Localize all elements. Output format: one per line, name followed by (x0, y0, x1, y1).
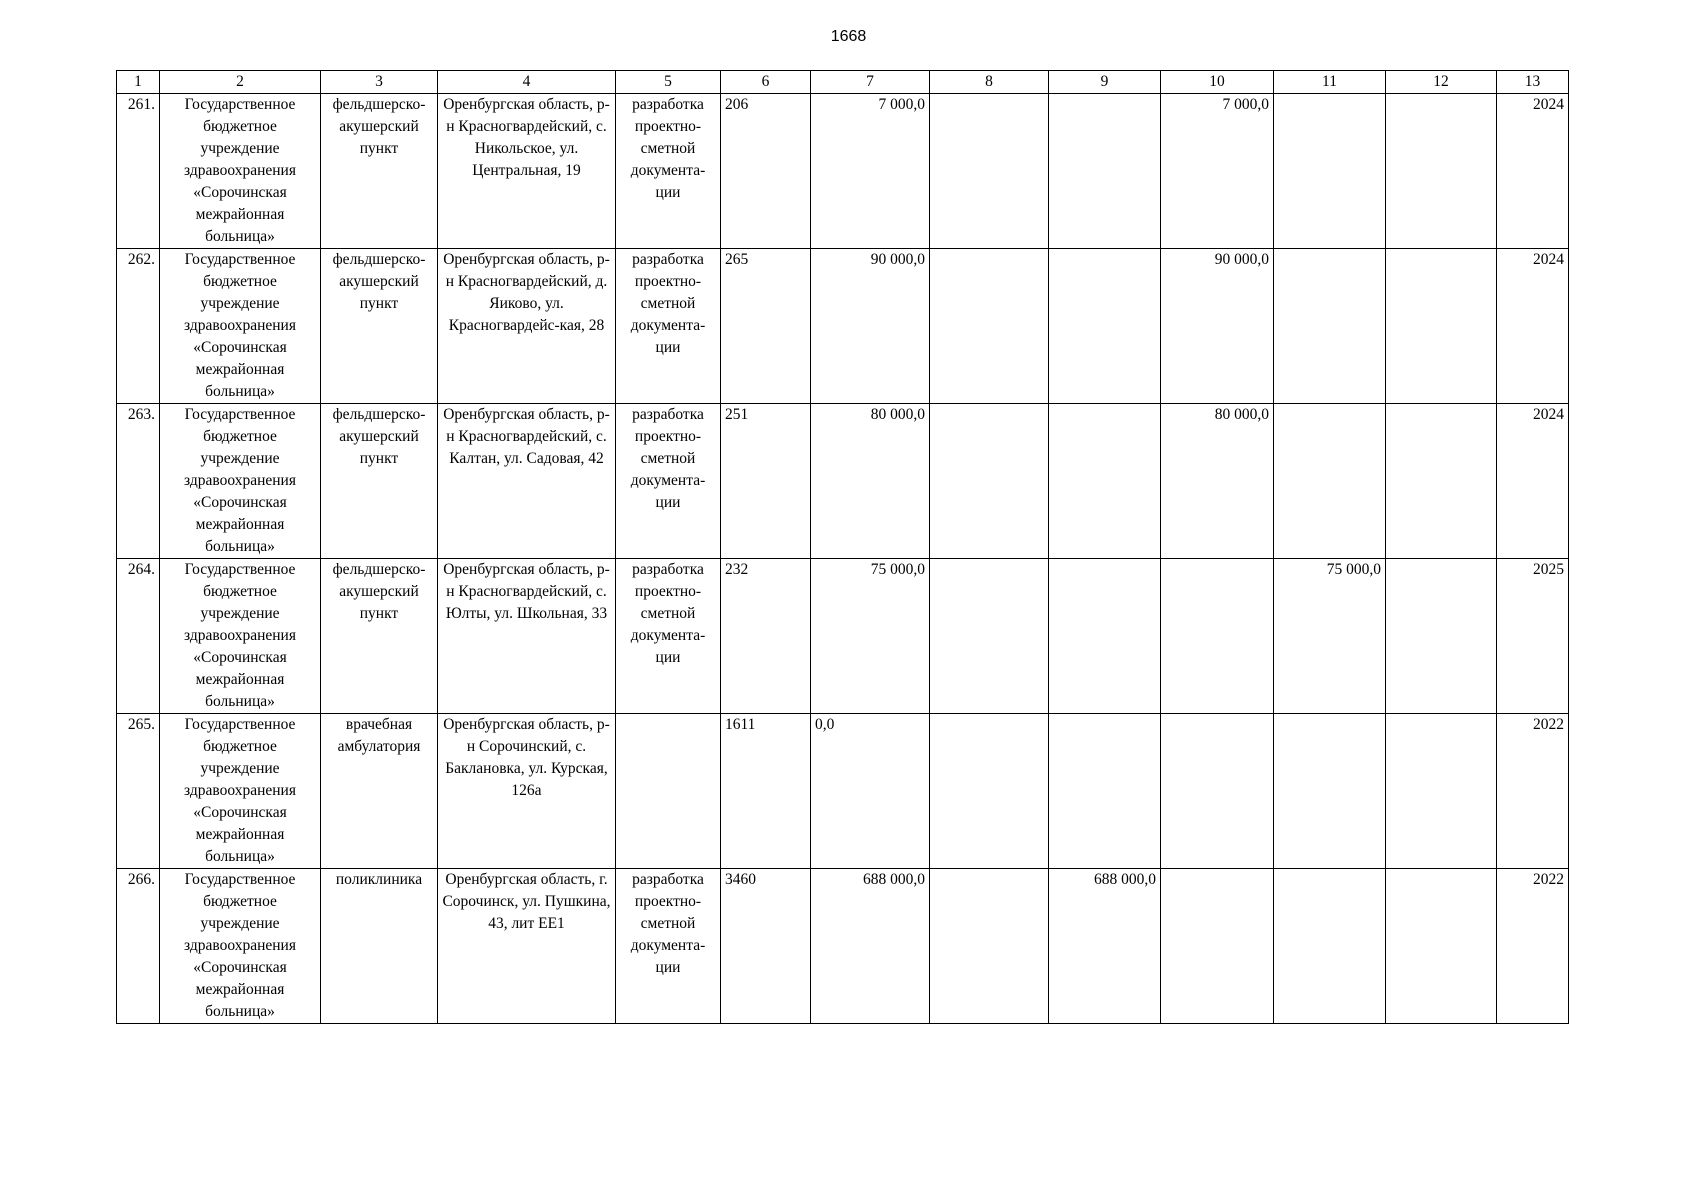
column-header-13: 13 (1497, 71, 1569, 94)
institution-cell: Государственное бюджетное учреждение здравоохранения «Сорочинская межрайонная больница» (160, 404, 321, 559)
work-type-cell (616, 714, 721, 869)
table-row (117, 249, 1569, 404)
col8-cell (930, 249, 1049, 404)
col8-cell (930, 714, 1049, 869)
col10-cell (1161, 559, 1274, 714)
col10-cell: 80 000,0 (1161, 404, 1274, 559)
total-cell: 7 000,0 (811, 94, 930, 249)
col12-cell (1386, 714, 1497, 869)
page-number: 1668 (830, 28, 867, 45)
column-header-7: 7 (811, 71, 930, 94)
work-type-cell: разработка проектно-сметной документа-ции (616, 249, 721, 404)
col11-cell (1274, 94, 1386, 249)
col10-cell: 7 000,0 (1161, 94, 1274, 249)
col12-cell (1386, 869, 1497, 1024)
col9-cell (1049, 94, 1161, 249)
address-cell: Оренбургская область, р-н Красногвардейский, с. Юлты, ул. Школьная, 33 (438, 559, 616, 714)
address-cell: Оренбургская область, г. Сорочинск, ул. Пушкина, 43, лит ЕЕ1 (438, 869, 616, 1024)
object-type-cell: фельдшерско-акушерский пункт (321, 94, 438, 249)
col11-cell (1274, 869, 1386, 1024)
col9-cell (1049, 714, 1161, 869)
year-cell: 2022 (1497, 714, 1569, 869)
year-cell: 2024 (1497, 249, 1569, 404)
col10-cell: 90 000,0 (1161, 249, 1274, 404)
col9-cell (1049, 559, 1161, 714)
column-header-1: 1 (117, 71, 160, 94)
capacity-cell: 265 (721, 249, 811, 404)
object-type-cell: фельдшерско-акушерский пункт (321, 404, 438, 559)
table-row (117, 404, 1569, 559)
total-cell: 80 000,0 (811, 404, 930, 559)
row-number: 264. (117, 559, 160, 714)
table-row (117, 714, 1569, 869)
object-type-cell: врачебная амбулатория (321, 714, 438, 869)
address-cell: Оренбургская область, р-н Красногвардейский, д. Яиково, ул. Красногвардейс-кая, 28 (438, 249, 616, 404)
col8-cell (930, 559, 1049, 714)
column-header-12: 12 (1386, 71, 1497, 94)
row-number: 265. (117, 714, 160, 869)
col12-cell (1386, 249, 1497, 404)
table-row (117, 559, 1569, 714)
total-cell: 75 000,0 (811, 559, 930, 714)
header-row (117, 71, 1569, 94)
column-header-8: 8 (930, 71, 1049, 94)
col9-cell (1049, 404, 1161, 559)
work-type-cell: разработка проектно-сметной документа-ции (616, 559, 721, 714)
col9-cell: 688 000,0 (1049, 869, 1161, 1024)
column-header-11: 11 (1274, 71, 1386, 94)
object-type-cell: фельдшерско-акушерский пункт (321, 249, 438, 404)
col12-cell (1386, 559, 1497, 714)
object-type-cell: фельдшерско-акушерский пункт (321, 559, 438, 714)
institution-cell: Государственное бюджетное учреждение здравоохранения «Сорочинская межрайонная больница» (160, 94, 321, 249)
institution-cell: Государственное бюджетное учреждение здравоохранения «Сорочинская межрайонная больница» (160, 249, 321, 404)
institution-cell: Государственное бюджетное учреждение здравоохранения «Сорочинская межрайонная больница» (160, 714, 321, 869)
capacity-cell: 3460 (721, 869, 811, 1024)
capacity-cell: 206 (721, 94, 811, 249)
row-number: 263. (117, 404, 160, 559)
row-number: 266. (117, 869, 160, 1024)
col11-cell (1274, 404, 1386, 559)
column-header-2: 2 (160, 71, 321, 94)
column-header-9: 9 (1049, 71, 1161, 94)
column-header-5: 5 (616, 71, 721, 94)
column-header-3: 3 (321, 71, 438, 94)
year-cell: 2025 (1497, 559, 1569, 714)
column-header-4: 4 (438, 71, 616, 94)
registry-table (116, 70, 1569, 1024)
col12-cell (1386, 404, 1497, 559)
address-cell: Оренбургская область, р-н Красногвардейский, с. Калтан, ул. Садовая, 42 (438, 404, 616, 559)
work-type-cell: разработка проектно-сметной документа-ции (616, 404, 721, 559)
year-cell: 2022 (1497, 869, 1569, 1024)
col11-cell (1274, 714, 1386, 869)
col10-cell (1161, 714, 1274, 869)
table-row (117, 94, 1569, 249)
col12-cell (1386, 94, 1497, 249)
address-cell: Оренбургская область, р-н Сорочинский, с. Баклановка, ул. Курская, 126а (438, 714, 616, 869)
total-cell: 0,0 (811, 714, 930, 869)
institution-cell: Государственное бюджетное учреждение здравоохранения «Сорочинская межрайонная больница» (160, 869, 321, 1024)
col8-cell (930, 404, 1049, 559)
capacity-cell: 232 (721, 559, 811, 714)
table-row (117, 869, 1569, 1024)
col9-cell (1049, 249, 1161, 404)
col11-cell: 75 000,0 (1274, 559, 1386, 714)
col11-cell (1274, 249, 1386, 404)
col8-cell (930, 869, 1049, 1024)
work-type-cell: разработка проектно-сметной документа-ции (616, 869, 721, 1024)
year-cell: 2024 (1497, 404, 1569, 559)
column-header-6: 6 (721, 71, 811, 94)
col10-cell (1161, 869, 1274, 1024)
column-header-10: 10 (1161, 71, 1274, 94)
year-cell: 2024 (1497, 94, 1569, 249)
col8-cell (930, 94, 1049, 249)
work-type-cell: разработка проектно-сметной документа-ции (616, 94, 721, 249)
object-type-cell: поликлиника (321, 869, 438, 1024)
address-cell: Оренбургская область, р-н Красногвардейский, с. Никольское, ул. Центральная, 19 (438, 94, 616, 249)
total-cell: 90 000,0 (811, 249, 930, 404)
capacity-cell: 1611 (721, 714, 811, 869)
total-cell: 688 000,0 (811, 869, 930, 1024)
row-number: 261. (117, 94, 160, 249)
capacity-cell: 251 (721, 404, 811, 559)
row-number: 262. (117, 249, 160, 404)
institution-cell: Государственное бюджетное учреждение здравоохранения «Сорочинская межрайонная больница» (160, 559, 321, 714)
